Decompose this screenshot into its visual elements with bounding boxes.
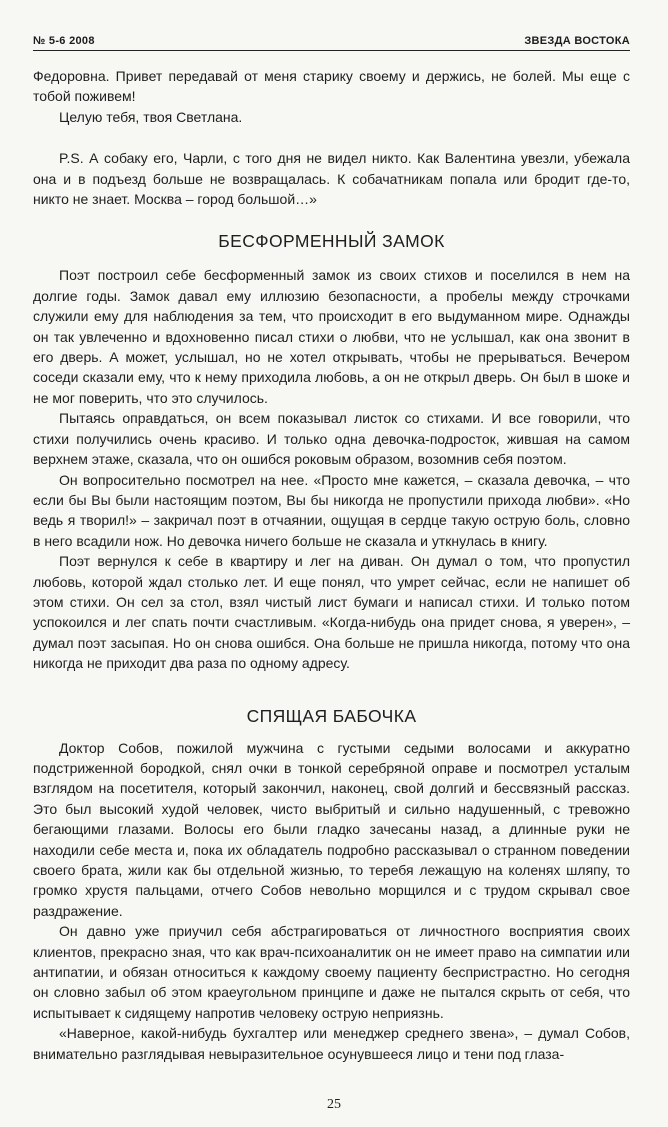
paragraph: Он вопросительно посмотрел на нее. «Просто мне кажется, – сказала девочка, – что если бы Вы были настоящим поэтом, Вы бы никогда не пропустили прихода любви». «Но ведь я творил!» – закричал поэт в отчаянии, ощущая в сердце такую острую боль, словно в него всадили нож. Но девочка ничего больше не сказала и уткнулась в книгу.	[33, 471, 630, 549]
paragraph: Пытаясь оправдаться, он всем показывал листок со стихами. И все говорили, что стихи получились очень красиво. И только одна девочка-подросток, жившая на самом верхнем этаже, сказала, что он ошибся роковым образом, возомнив себя поэтом.	[33, 410, 630, 468]
letter-signature: Целую тебя, твоя Светлана.	[59, 108, 243, 125]
section-title: СПЯЩАЯ БАБОЧКА	[246, 705, 417, 726]
spacer	[33, 127, 630, 148]
running-header	[33, 34, 630, 51]
section-title: БЕСФОРМЕННЫЙ ЗАМОК	[218, 231, 445, 252]
journal-title: ЗВЕЗДА ВОСТОКА	[524, 35, 630, 47]
letter-postscript: P.S. А собаку его, Чарли, с того дня не видел никто. Как Валентина увезли, убежала она и в подъезд больше не возвращалась. К собачатникам попала или бродит где-то, никто не знает. Москва – город большой…»	[33, 150, 630, 208]
paragraph: Доктор Собов, пожилой мужчина с густыми седыми волосами и аккуратно подстриженной бородкой, снял очки в тонкой серебряной оправе и посмотрел усталым взглядом на посетителя, который закончил, наконец, свой долгий и бессвязный рассказ. Это был высокий худой человек, чисто выбритый и сильно надушенный, с тревожно бегающими глазами. Волосы его были гладко зачесаны назад, а длинные руки не находили себе места и, пока их обладатель подробно рассказывал о странном поведении своего брата, жили как бы отдельной жизнью, то теребя лежащую на коленях шляпу, то громко хрустя пальцами, отчего Собов невольно морщился и с трудом скрывал свое раздражение.	[33, 739, 630, 919]
issue-number: № 5-6 2008	[33, 35, 95, 47]
paragraph: Он давно уже приучил себя абстрагироваться от личностного восприятия своих клиентов, прекрасно зная, что как врач-психоаналитик он не имеет право на симпатии или антипатии, и обязан относиться к каждому своему пациенту беспристрастно. Но сегодня он словно забыл об этом краеугольном принципе и даже не пытался скрыть от себя, что испытывает к сидящему напротив человеку острую неприязнь.	[33, 923, 630, 1021]
letter-paragraph: Федоровна. Привет передавай от меня старику своему и держись, не болей. Мы еще с тобой поживем!	[33, 68, 630, 105]
page-number: 25	[327, 1097, 341, 1112]
paragraph: Поэт построил себе бесформенный замок из своих стихов и поселился в нем на долгие годы. Замок давал ему иллюзию безопасности, а пробелы между строчками служили ему для наблюдения за тем, что происходит в его выдуманном мире. Однажды он так увлеченно и вдохновенно писал стихи о любви, что не услышал, как она звонит в его дверь. А может, услышал, но не хотел открывать, чтобы не прерываться. Вечером соседи сказали ему, что к нему приходила любовь, а он не открыл дверь. Он был в шоке и не мог поверить, что это случилось.	[33, 267, 630, 406]
article-body	[33, 66, 630, 1064]
paragraph: Поэт вернулся к себе в квартиру и лег на диван. Он думал о том, что пропустил любовь, которой ждал столько лет. И еще понял, что умрет сейчас, если не напишет об этом стихи. Он сел за стол, взял чистый лист бумаги и написал стихи. И только потом успокоился и лег спать почти счастливым. «Когда-нибудь она придет снова, я уверен», – думал поэт засыпая. Но он снова ошибся. Она больше не пришла никогда, потому что она никогда не приходит два раза по одному адресу.	[33, 553, 630, 672]
paragraph: «Наверное, какой-нибудь бухгалтер или менеджер среднего звена», – думал Собов, внимательно разглядывая невыразительное осунувшееся лицо и тени под глаза-	[33, 1025, 630, 1062]
